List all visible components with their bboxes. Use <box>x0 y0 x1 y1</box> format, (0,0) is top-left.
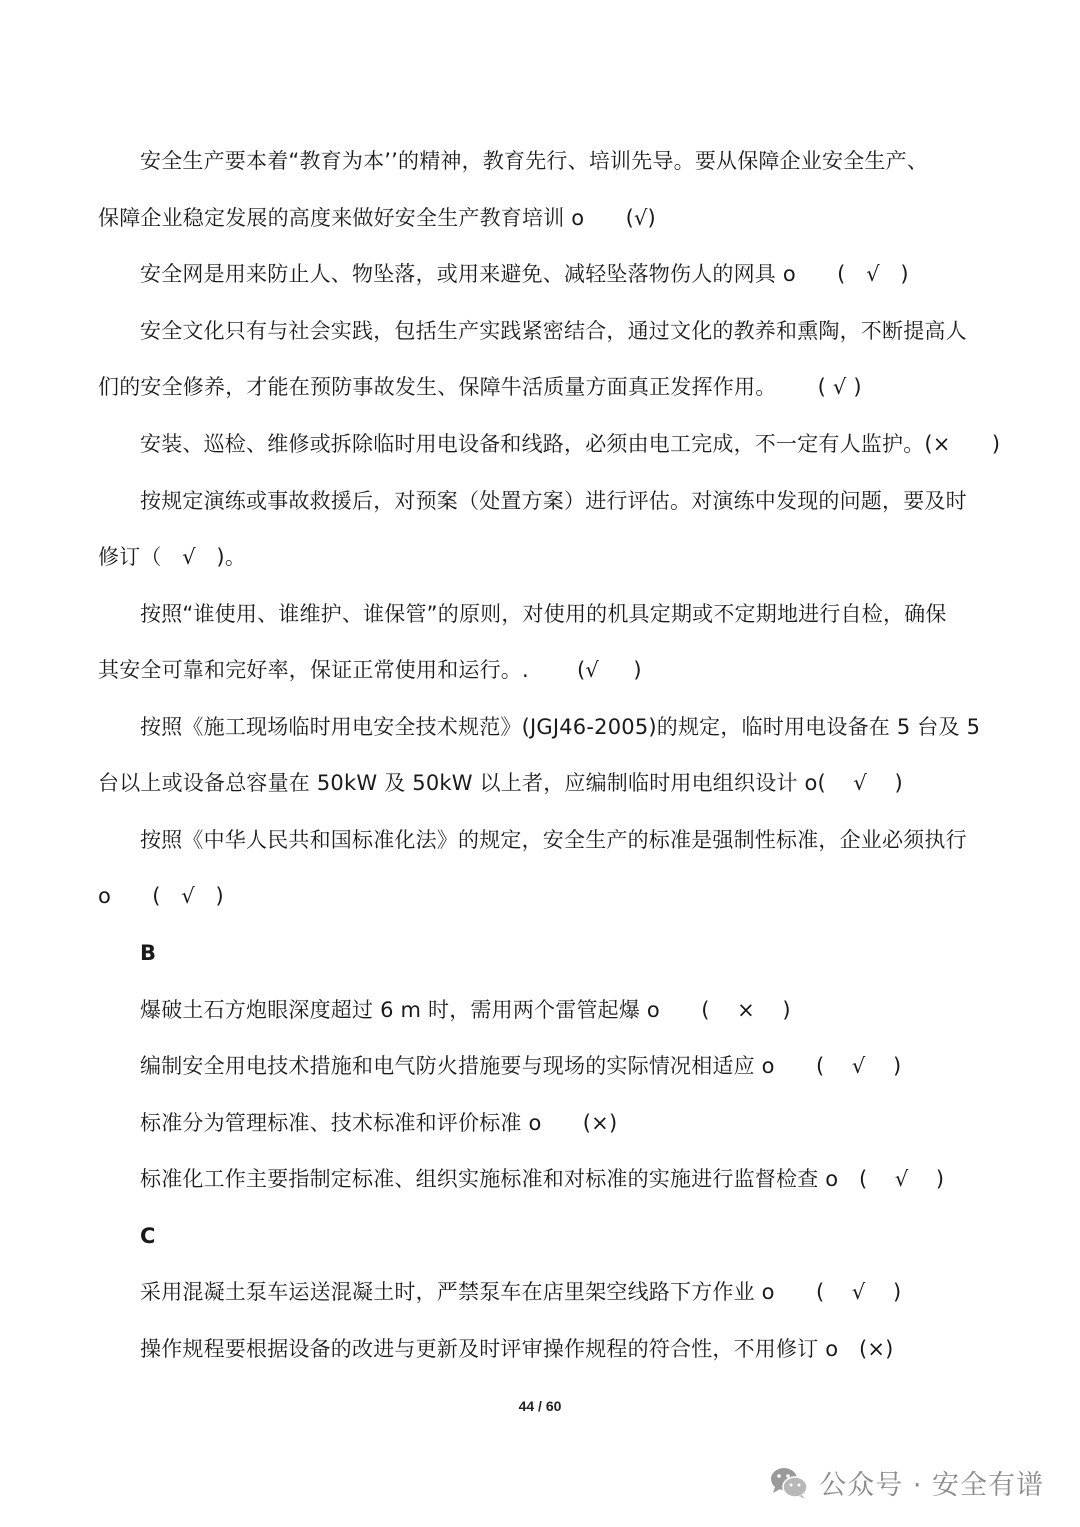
question-item: 标准化工作主要指制定标准、组织实施标准和对标准的实施进行监督检查 o ( √ ) <box>140 1167 945 1191</box>
paragraph-line: 安全网是用来防止人、物坠落，或用来避免、减轻坠落物伤人的网具 o ( √ ) <box>140 262 909 286</box>
section-heading-b: B <box>140 941 157 965</box>
watermark <box>769 1463 1044 1502</box>
paragraph-line: 安全文化只有与社会实践，包括生产实践紧密结合，通过文化的教养和熏陶，不断提高人 <box>140 319 967 343</box>
question-item: 操作规程要根据设备的改进与更新及时评审操作规程的符合性，不用修订 o (×) <box>140 1337 894 1361</box>
paragraph-line: 保障企业稳定发展的高度来做好安全生产教育培训 o (√) <box>98 206 656 230</box>
wechat-icon <box>769 1466 809 1500</box>
question-item: 爆破土石方炮眼深度超过 6 m 时，需用两个雷管起爆 o ( × ) <box>140 998 791 1022</box>
paragraph-line: 修订（ √ )。 <box>98 545 247 569</box>
paragraph-line: 按照“谁使用、谁维护、谁保管”的原则，对使用的机具定期或不定期地进行自检，确保 <box>140 602 947 626</box>
question-item: 标准分为管理标准、技术标准和评价标准 o (×) <box>140 1111 618 1135</box>
watermark-text: 公众号 · 安全有谱 <box>819 1470 1044 1501</box>
paragraph-line: 按照《施工现场临时用电安全技术规范》(JGJ46-2005)的规定，临时用电设备在 5 台及 5 <box>140 715 981 739</box>
paragraph-line: 安全生产要本着“教育为本’’的精神，教育先行、培训先导。要从保障企业安全生产、 <box>140 149 929 173</box>
section-heading-c: C <box>140 1224 156 1248</box>
question-item: 编制安全用电技术措施和电气防火措施要与现场的实际情况相适应 o ( √ ) <box>140 1054 902 1078</box>
page-number: 44 / 60 <box>518 1398 562 1414</box>
paragraph-line: o ( √ ) <box>98 884 224 908</box>
paragraph-line: 按规定演练或事故救援后，对预案（处置方案）进行评估。对演练中发现的问题，要及时 <box>140 489 967 513</box>
paragraph-line: 按照《中华人民共和国标准化法》的规定，安全生产的标准是强制性标准，企业必须执行 <box>140 828 967 852</box>
question-item: 采用混凝土泵车运送混凝土时，严禁泵车在店里架空线路下方作业 o ( √ ) <box>140 1280 902 1304</box>
paragraph-line: 安装、巡检、维修或拆除临时用电设备和线路，必须由电工完成，不一定有人监护。(× ) <box>140 432 1001 456</box>
paragraph-line: 台以上或设备总容量在 50kW 及 50kW 以上者，应编制临时用电组织设计 o( √ ) <box>98 771 903 795</box>
paragraph-line: 们的安全修养，才能在预防事故发生、保障牛活质量方面真正发挥作用。 ( √ ) <box>98 375 862 399</box>
paragraph-line: 其安全可靠和完好率，保证正常使用和运行。. (√ ) <box>98 658 642 682</box>
